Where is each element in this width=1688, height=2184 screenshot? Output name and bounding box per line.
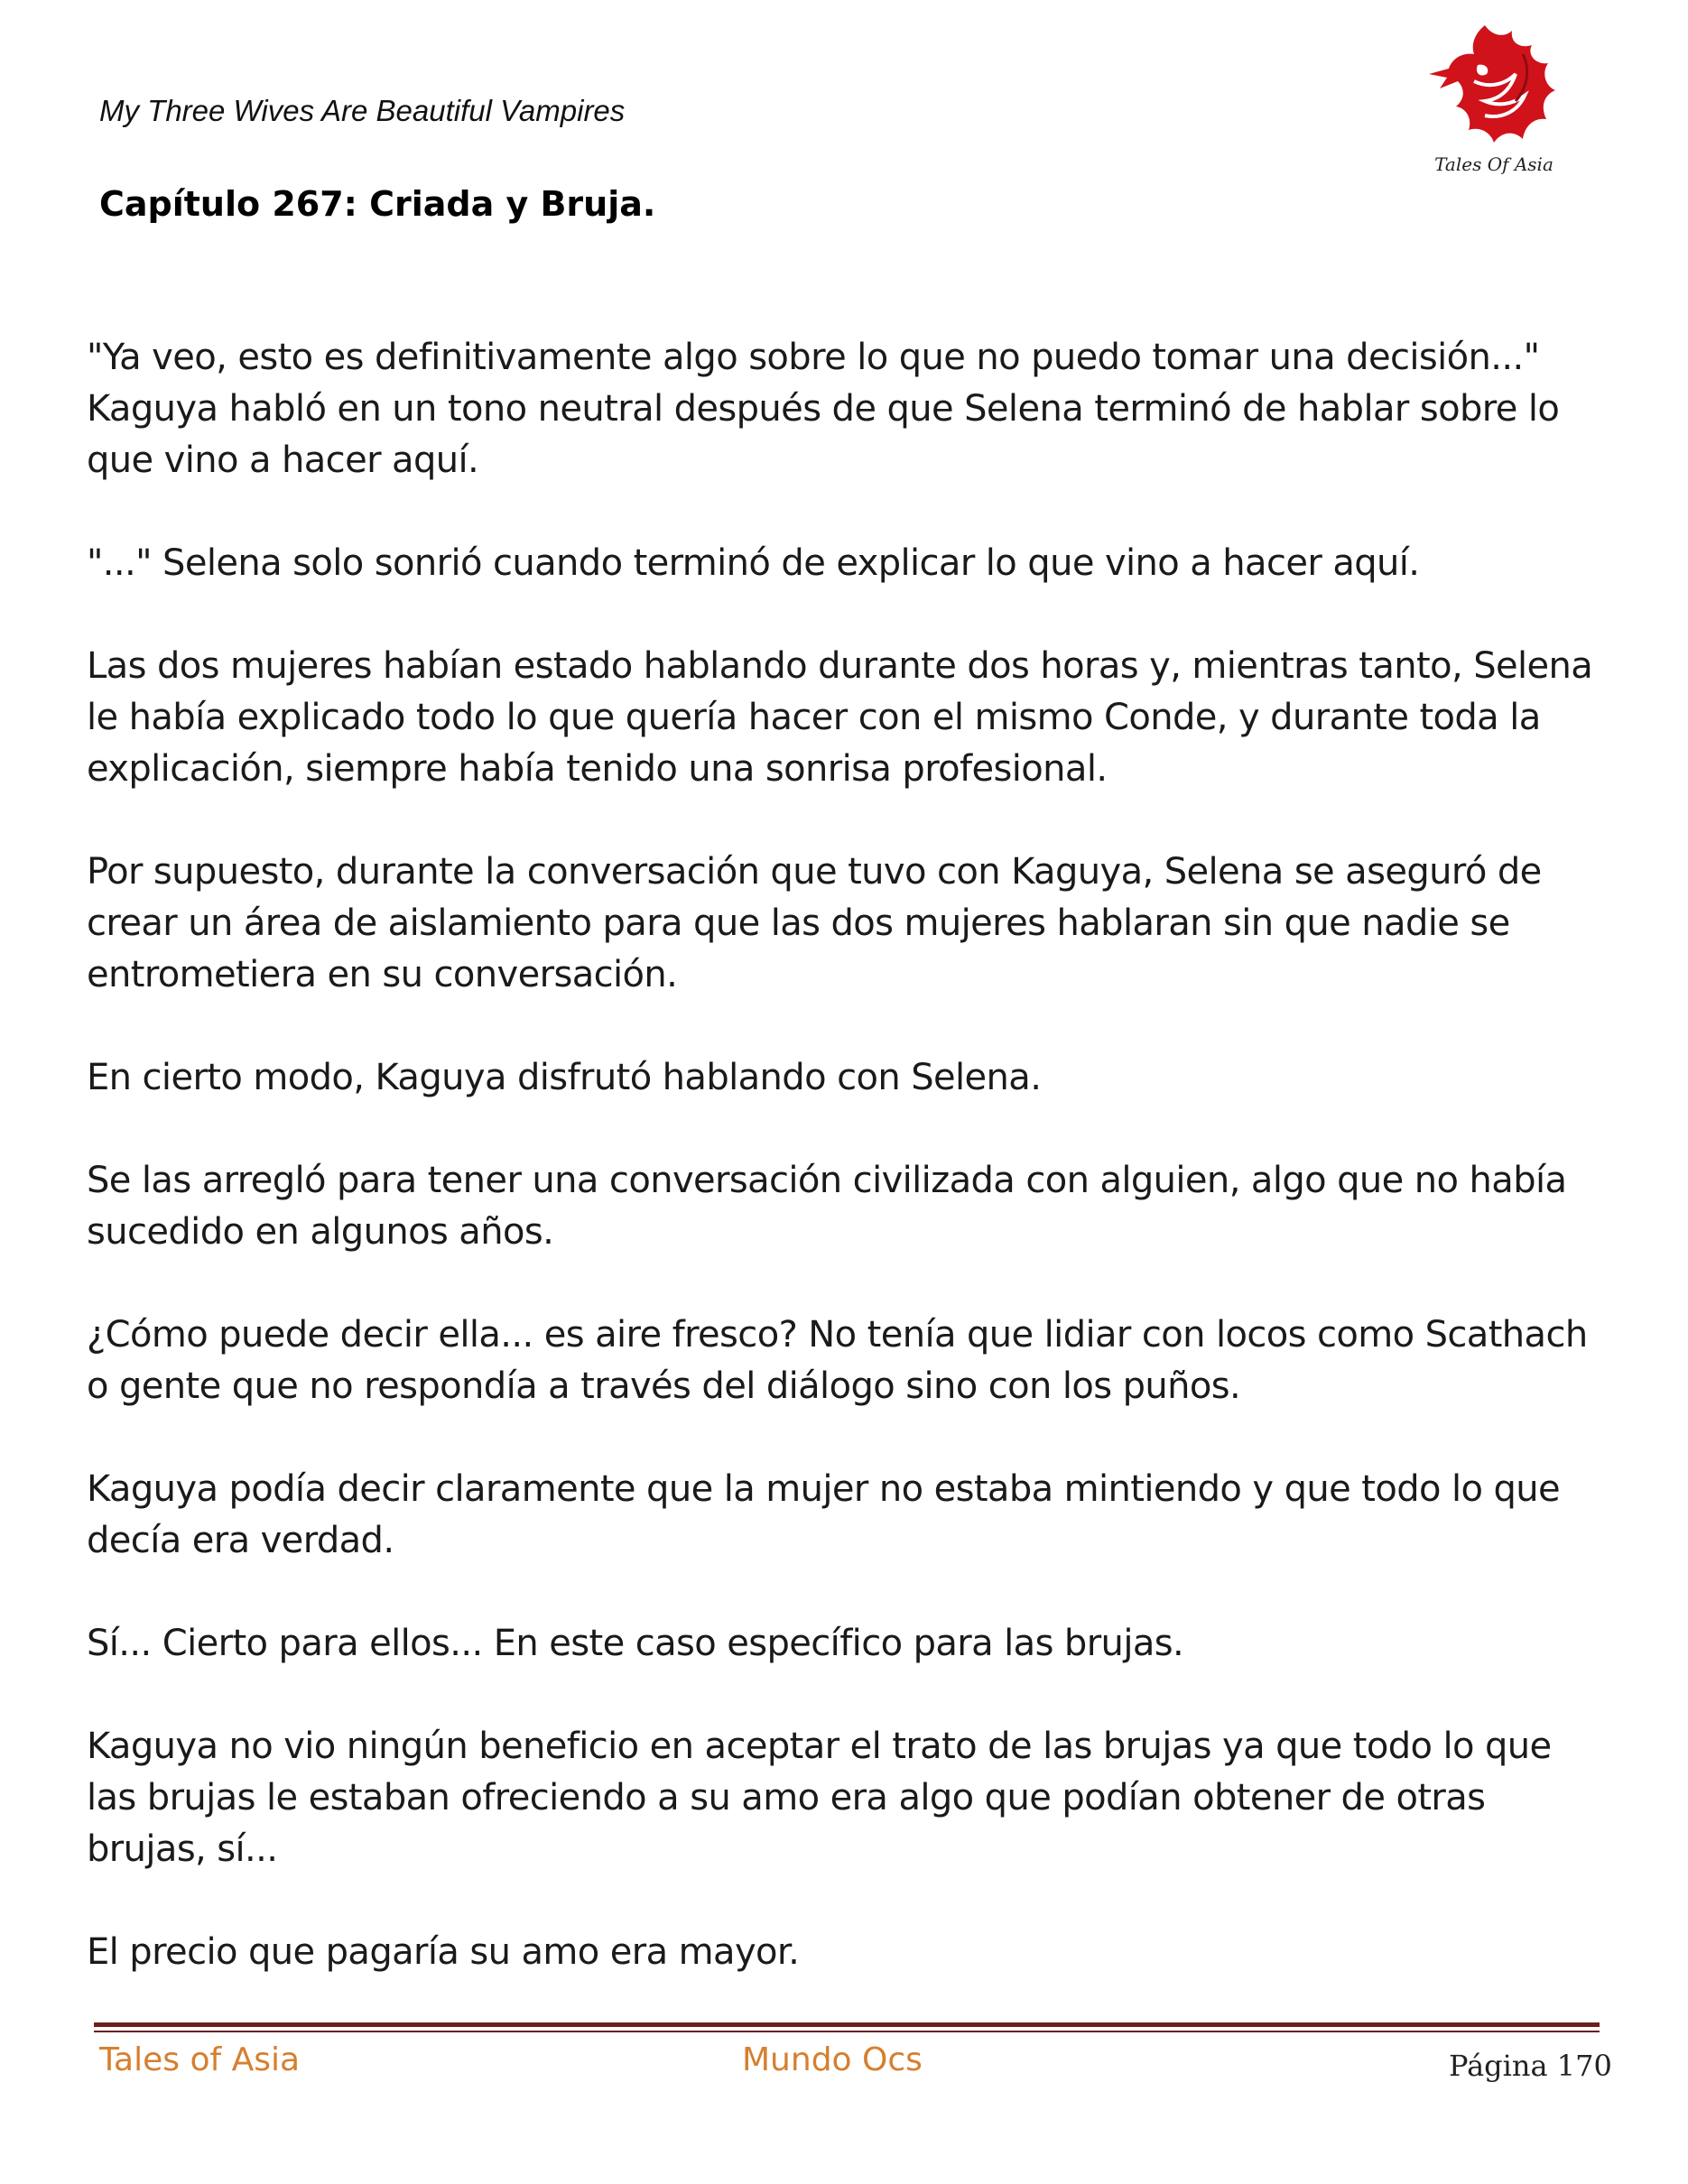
- logo-text: Tales Of Asia: [1434, 153, 1554, 175]
- footer-rule: [94, 2022, 1600, 2027]
- footer-rule-thin: [94, 2031, 1600, 2032]
- paragraph: En cierto modo, Kaguya disfrutó hablando con Selena.: [87, 1057, 1042, 1098]
- paragraph: Sí... Cierto para ellos... En este caso específico para las brujas.: [87, 1623, 1184, 1664]
- paragraph: Kaguya no vio ningún beneficio en aceptar el trato de las brujas ya que todo lo que las brujas le estaban ofreciendo a su amo era algo que podían obtener de otras brujas, sí...: [87, 1726, 1552, 1870]
- dragon-icon: [1422, 18, 1566, 153]
- series-title: My Three Wives Are Beautiful Vampires: [99, 94, 626, 127]
- chapter-title: Capítulo 267: Criada y Bruja.: [99, 184, 656, 224]
- paragraph: Se las arregló para tener una conversación civilizada con alguien, algo que no había sucedido en algunos años.: [87, 1160, 1567, 1253]
- paragraph: Por supuesto, durante la conversación que tuvo con Kaguya, Selena se aseguró de crear un área de aislamiento para que las dos mujeres hablaran sin que nadie se entrometiera en su conversación.: [87, 851, 1542, 995]
- paragraph: "Ya veo, esto es definitivamente algo sobre lo que no puedo tomar una decisión..." Kaguya habló en un tono neutral después de que Selena terminó de hablar sobre lo que vino a hacer aquí.: [87, 337, 1560, 481]
- tales-of-asia-logo: [1422, 18, 1566, 185]
- paragraph: El precio que pagaría su amo era mayor.: [87, 1931, 800, 1973]
- body-text: [87, 332, 1603, 2022]
- footer-section-name: Mundo Ocs: [742, 2041, 923, 2078]
- paragraph: Kaguya podía decir claramente que la mujer no estaba mintiendo y que todo lo que decía era verdad.: [87, 1468, 1561, 1561]
- paragraph: Las dos mujeres habían estado hablando durante dos horas y, mientras tanto, Selena le había explicado todo lo que quería hacer con el mismo Conde, y durante toda la explicación, siempre había tenido una sonrisa profesional.: [87, 645, 1593, 790]
- paragraph: ¿Cómo puede decir ella... es aire fresco? No tenía que lidiar con locos como Scathach o gente que no respondía a través del diálogo sino con los puños.: [87, 1314, 1588, 1407]
- page-number: Página 170: [1449, 2049, 1612, 2083]
- footer-site-name: Tales of Asia: [99, 2041, 301, 2078]
- paragraph: "..." Selena solo sonrió cuando terminó de explicar lo que vino a hacer aquí.: [87, 542, 1420, 584]
